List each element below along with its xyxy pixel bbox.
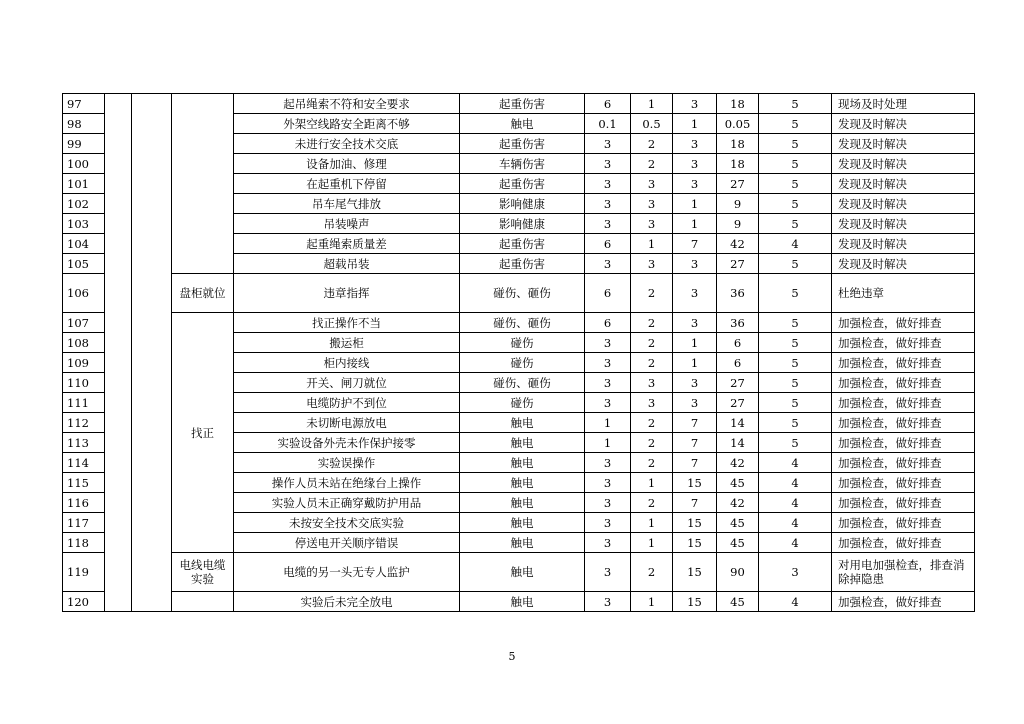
step-cell bbox=[172, 592, 234, 612]
accident-type-cell: 影响健康 bbox=[460, 194, 585, 214]
likelihood-cell: 3 bbox=[585, 333, 631, 353]
row-number-cell: 110 bbox=[63, 373, 105, 393]
risk-score-cell: 9 bbox=[717, 194, 759, 214]
control-measure-cell: 加强检查，做好排查 bbox=[832, 373, 975, 393]
table-row bbox=[63, 274, 975, 313]
risk-level-cell: 4 bbox=[759, 592, 832, 612]
control-measure-cell: 杜绝违章 bbox=[832, 274, 975, 313]
accident-type-cell: 触电 bbox=[460, 533, 585, 553]
control-measure-cell: 发现及时解决 bbox=[832, 154, 975, 174]
risk-level-cell: 5 bbox=[759, 274, 832, 313]
likelihood-cell: 3 bbox=[585, 592, 631, 612]
consequence-cell: 1 bbox=[673, 114, 717, 134]
risk-score-cell: 9 bbox=[717, 214, 759, 234]
hazard-cell: 实验设备外壳未作保护接零 bbox=[234, 433, 460, 453]
likelihood-cell: 3 bbox=[585, 214, 631, 234]
likelihood-cell: 3 bbox=[585, 473, 631, 493]
exposure-cell: 3 bbox=[631, 174, 673, 194]
control-measure-cell: 加强检查，做好排查 bbox=[832, 393, 975, 413]
exposure-cell: 1 bbox=[631, 473, 673, 493]
consequence-cell: 3 bbox=[673, 254, 717, 274]
risk-score-cell: 27 bbox=[717, 373, 759, 393]
control-measure-cell: 现场及时处理 bbox=[832, 94, 975, 114]
exposure-cell: 3 bbox=[631, 373, 673, 393]
hazard-cell: 在起重机下停留 bbox=[234, 174, 460, 194]
consequence-cell: 1 bbox=[673, 194, 717, 214]
risk-score-cell: 42 bbox=[717, 453, 759, 473]
consequence-cell: 7 bbox=[673, 234, 717, 254]
accident-type-cell: 起重伤害 bbox=[460, 174, 585, 194]
exposure-cell: 1 bbox=[631, 234, 673, 254]
accident-type-cell: 触电 bbox=[460, 493, 585, 513]
risk-level-cell: 5 bbox=[759, 134, 832, 154]
likelihood-cell: 3 bbox=[585, 154, 631, 174]
row-number-cell: 99 bbox=[63, 134, 105, 154]
consequence-cell: 7 bbox=[673, 453, 717, 473]
likelihood-cell: 3 bbox=[585, 553, 631, 592]
control-measure-cell: 发现及时解决 bbox=[832, 214, 975, 234]
exposure-cell: 2 bbox=[631, 413, 673, 433]
risk-level-cell: 5 bbox=[759, 353, 832, 373]
step-alignment: 找正 bbox=[172, 313, 234, 553]
exposure-cell: 3 bbox=[631, 214, 673, 234]
row-number-cell: 98 bbox=[63, 114, 105, 134]
consequence-cell: 3 bbox=[673, 274, 717, 313]
risk-score-cell: 14 bbox=[717, 413, 759, 433]
likelihood-cell: 3 bbox=[585, 493, 631, 513]
control-measure-cell: 加强检查，做好排查 bbox=[832, 333, 975, 353]
likelihood-cell: 1 bbox=[585, 433, 631, 453]
control-measure-cell: 加强检查，做好排查 bbox=[832, 592, 975, 612]
likelihood-cell: 3 bbox=[585, 453, 631, 473]
risk-level-cell: 5 bbox=[759, 333, 832, 353]
risk-score-cell: 18 bbox=[717, 154, 759, 174]
control-measure-cell: 对用电加强检查，排查消除掉隐患 bbox=[832, 553, 975, 592]
consequence-cell: 7 bbox=[673, 433, 717, 453]
risk-level-cell: 5 bbox=[759, 373, 832, 393]
row-number-cell: 117 bbox=[63, 513, 105, 533]
risk-score-cell: 36 bbox=[717, 313, 759, 333]
risk-level-cell: 5 bbox=[759, 174, 832, 194]
risk-level-cell: 5 bbox=[759, 413, 832, 433]
category-cell bbox=[105, 94, 132, 612]
row-number-cell: 107 bbox=[63, 313, 105, 333]
accident-type-cell: 起重伤害 bbox=[460, 134, 585, 154]
risk-level-cell: 5 bbox=[759, 393, 832, 413]
risk-score-cell: 14 bbox=[717, 433, 759, 453]
exposure-cell: 2 bbox=[631, 154, 673, 174]
hazard-cell: 停送电开关顺序错误 bbox=[234, 533, 460, 553]
hazard-cell: 起重绳索质量差 bbox=[234, 234, 460, 254]
exposure-cell: 1 bbox=[631, 94, 673, 114]
consequence-cell: 15 bbox=[673, 533, 717, 553]
accident-type-cell: 碰伤 bbox=[460, 393, 585, 413]
exposure-cell: 2 bbox=[631, 313, 673, 333]
likelihood-cell: 6 bbox=[585, 94, 631, 114]
accident-type-cell: 触电 bbox=[460, 114, 585, 134]
risk-score-cell: 18 bbox=[717, 134, 759, 154]
accident-type-cell: 触电 bbox=[460, 473, 585, 493]
table-row bbox=[63, 553, 975, 592]
exposure-cell: 3 bbox=[631, 194, 673, 214]
risk-level-cell: 5 bbox=[759, 154, 832, 174]
accident-type-cell: 触电 bbox=[460, 513, 585, 533]
risk-level-cell: 5 bbox=[759, 313, 832, 333]
page-number: 5 bbox=[508, 650, 516, 663]
risk-score-cell: 0.05 bbox=[717, 114, 759, 134]
accident-type-cell: 起重伤害 bbox=[460, 254, 585, 274]
consequence-cell: 3 bbox=[673, 94, 717, 114]
risk-level-cell: 5 bbox=[759, 433, 832, 453]
risk-score-cell: 27 bbox=[717, 254, 759, 274]
risk-score-cell: 45 bbox=[717, 513, 759, 533]
table-row bbox=[63, 592, 975, 612]
row-number-cell: 97 bbox=[63, 94, 105, 114]
risk-level-cell: 5 bbox=[759, 194, 832, 214]
risk-level-cell: 4 bbox=[759, 533, 832, 553]
hazard-cell: 柜内接线 bbox=[234, 353, 460, 373]
exposure-cell: 2 bbox=[631, 134, 673, 154]
row-number-cell: 116 bbox=[63, 493, 105, 513]
risk-score-cell: 18 bbox=[717, 94, 759, 114]
accident-type-cell: 影响健康 bbox=[460, 214, 585, 234]
likelihood-cell: 3 bbox=[585, 194, 631, 214]
control-measure-cell: 发现及时解决 bbox=[832, 174, 975, 194]
hazard-cell: 实验误操作 bbox=[234, 453, 460, 473]
consequence-cell: 7 bbox=[673, 493, 717, 513]
control-measure-cell: 发现及时解决 bbox=[832, 254, 975, 274]
step-cabinet-placement: 盘柜就位 bbox=[172, 274, 234, 313]
hazard-cell: 吊车尾气排放 bbox=[234, 194, 460, 214]
hazard-cell: 未进行安全技术交底 bbox=[234, 134, 460, 154]
consequence-cell: 1 bbox=[673, 333, 717, 353]
likelihood-cell: 3 bbox=[585, 174, 631, 194]
control-measure-cell: 加强检查，做好排查 bbox=[832, 453, 975, 473]
accident-type-cell: 碰伤、砸伤 bbox=[460, 274, 585, 313]
risk-level-cell: 4 bbox=[759, 513, 832, 533]
row-number-cell: 109 bbox=[63, 353, 105, 373]
hazard-cell: 未切断电源放电 bbox=[234, 413, 460, 433]
risk-level-cell: 5 bbox=[759, 114, 832, 134]
accident-type-cell: 碰伤 bbox=[460, 333, 585, 353]
accident-type-cell: 触电 bbox=[460, 553, 585, 592]
consequence-cell: 15 bbox=[673, 553, 717, 592]
consequence-cell: 1 bbox=[673, 214, 717, 234]
exposure-cell: 2 bbox=[631, 333, 673, 353]
consequence-cell: 1 bbox=[673, 353, 717, 373]
risk-assessment-table bbox=[62, 93, 975, 612]
exposure-cell: 2 bbox=[631, 493, 673, 513]
consequence-cell: 3 bbox=[673, 134, 717, 154]
hazard-cell: 超载吊装 bbox=[234, 254, 460, 274]
risk-level-cell: 4 bbox=[759, 234, 832, 254]
accident-type-cell: 碰伤、砸伤 bbox=[460, 313, 585, 333]
row-number-cell: 111 bbox=[63, 393, 105, 413]
consequence-cell: 15 bbox=[673, 513, 717, 533]
control-measure-cell: 加强检查，做好排查 bbox=[832, 513, 975, 533]
accident-type-cell: 起重伤害 bbox=[460, 234, 585, 254]
exposure-cell: 1 bbox=[631, 513, 673, 533]
row-number-cell: 101 bbox=[63, 174, 105, 194]
risk-score-cell: 27 bbox=[717, 393, 759, 413]
likelihood-cell: 0.1 bbox=[585, 114, 631, 134]
control-measure-cell: 加强检查，做好排查 bbox=[832, 473, 975, 493]
exposure-cell: 2 bbox=[631, 433, 673, 453]
exposure-cell: 1 bbox=[631, 592, 673, 612]
likelihood-cell: 1 bbox=[585, 413, 631, 433]
exposure-cell: 2 bbox=[631, 553, 673, 592]
hazard-cell: 电缆防护不到位 bbox=[234, 393, 460, 413]
row-number-cell: 102 bbox=[63, 194, 105, 214]
likelihood-cell: 6 bbox=[585, 274, 631, 313]
exposure-cell: 2 bbox=[631, 274, 673, 313]
control-measure-cell: 发现及时解决 bbox=[832, 134, 975, 154]
risk-level-cell: 4 bbox=[759, 473, 832, 493]
likelihood-cell: 3 bbox=[585, 533, 631, 553]
risk-level-cell: 3 bbox=[759, 553, 832, 592]
row-number-cell: 120 bbox=[63, 592, 105, 612]
consequence-cell: 7 bbox=[673, 413, 717, 433]
row-number-cell: 106 bbox=[63, 274, 105, 313]
risk-score-cell: 45 bbox=[717, 473, 759, 493]
accident-type-cell: 起重伤害 bbox=[460, 94, 585, 114]
hazard-cell: 实验后未完全放电 bbox=[234, 592, 460, 612]
row-number-cell: 108 bbox=[63, 333, 105, 353]
likelihood-cell: 6 bbox=[585, 313, 631, 333]
likelihood-cell: 3 bbox=[585, 134, 631, 154]
accident-type-cell: 碰伤、砸伤 bbox=[460, 373, 585, 393]
likelihood-cell: 3 bbox=[585, 353, 631, 373]
consequence-cell: 15 bbox=[673, 473, 717, 493]
control-measure-cell: 发现及时解决 bbox=[832, 234, 975, 254]
accident-type-cell: 触电 bbox=[460, 433, 585, 453]
table-row bbox=[63, 313, 975, 333]
hazard-cell: 起吊绳索不符和安全要求 bbox=[234, 94, 460, 114]
hazard-cell: 违章指挥 bbox=[234, 274, 460, 313]
hazard-cell: 开关、闸刀就位 bbox=[234, 373, 460, 393]
risk-score-cell: 90 bbox=[717, 553, 759, 592]
row-number-cell: 103 bbox=[63, 214, 105, 234]
likelihood-cell: 3 bbox=[585, 393, 631, 413]
risk-level-cell: 5 bbox=[759, 214, 832, 234]
row-number-cell: 118 bbox=[63, 533, 105, 553]
consequence-cell: 3 bbox=[673, 313, 717, 333]
row-number-cell: 100 bbox=[63, 154, 105, 174]
consequence-cell: 3 bbox=[673, 373, 717, 393]
row-number-cell: 112 bbox=[63, 413, 105, 433]
hazard-cell: 操作人员未站在绝缘台上操作 bbox=[234, 473, 460, 493]
step-cable-test: 电线电缆实验 bbox=[172, 553, 234, 592]
risk-level-cell: 5 bbox=[759, 254, 832, 274]
hazard-cell: 找正操作不当 bbox=[234, 313, 460, 333]
consequence-cell: 3 bbox=[673, 393, 717, 413]
subcategory-cell bbox=[132, 94, 172, 612]
row-number-cell: 114 bbox=[63, 453, 105, 473]
hazard-cell: 电缆的另一头无专人监护 bbox=[234, 553, 460, 592]
row-number-cell: 113 bbox=[63, 433, 105, 453]
likelihood-cell: 3 bbox=[585, 513, 631, 533]
hazard-cell: 外架空线路安全距离不够 bbox=[234, 114, 460, 134]
consequence-cell: 3 bbox=[673, 154, 717, 174]
consequence-cell: 15 bbox=[673, 592, 717, 612]
risk-score-cell: 27 bbox=[717, 174, 759, 194]
control-measure-cell: 加强检查，做好排查 bbox=[832, 533, 975, 553]
risk-score-cell: 45 bbox=[717, 533, 759, 553]
exposure-cell: 3 bbox=[631, 393, 673, 413]
risk-level-cell: 4 bbox=[759, 493, 832, 513]
table-body bbox=[63, 94, 975, 612]
control-measure-cell: 发现及时解决 bbox=[832, 114, 975, 134]
row-number-cell: 115 bbox=[63, 473, 105, 493]
risk-score-cell: 6 bbox=[717, 353, 759, 373]
table-row bbox=[63, 94, 975, 114]
consequence-cell: 3 bbox=[673, 174, 717, 194]
risk-score-cell: 42 bbox=[717, 234, 759, 254]
control-measure-cell: 加强检查，做好排查 bbox=[832, 353, 975, 373]
exposure-cell: 0.5 bbox=[631, 114, 673, 134]
accident-type-cell: 车辆伤害 bbox=[460, 154, 585, 174]
accident-type-cell: 触电 bbox=[460, 413, 585, 433]
control-measure-cell: 加强检查，做好排查 bbox=[832, 313, 975, 333]
control-measure-cell: 加强检查，做好排查 bbox=[832, 433, 975, 453]
risk-level-cell: 4 bbox=[759, 453, 832, 473]
risk-score-cell: 42 bbox=[717, 493, 759, 513]
row-number-cell: 119 bbox=[63, 553, 105, 592]
risk-score-cell: 45 bbox=[717, 592, 759, 612]
exposure-cell: 3 bbox=[631, 254, 673, 274]
row-number-cell: 105 bbox=[63, 254, 105, 274]
accident-type-cell: 触电 bbox=[460, 453, 585, 473]
hazard-cell: 吊装噪声 bbox=[234, 214, 460, 234]
accident-type-cell: 碰伤 bbox=[460, 353, 585, 373]
likelihood-cell: 6 bbox=[585, 234, 631, 254]
row-number-cell: 104 bbox=[63, 234, 105, 254]
hazard-cell: 设备加油、修理 bbox=[234, 154, 460, 174]
risk-score-cell: 6 bbox=[717, 333, 759, 353]
likelihood-cell: 3 bbox=[585, 254, 631, 274]
hazard-cell: 实验人员未正确穿戴防护用品 bbox=[234, 493, 460, 513]
lifting-step-cell bbox=[172, 94, 234, 274]
accident-type-cell: 触电 bbox=[460, 592, 585, 612]
control-measure-cell: 加强检查，做好排查 bbox=[832, 493, 975, 513]
exposure-cell: 2 bbox=[631, 453, 673, 473]
control-measure-cell: 发现及时解决 bbox=[832, 194, 975, 214]
hazard-cell: 搬运柜 bbox=[234, 333, 460, 353]
exposure-cell: 2 bbox=[631, 353, 673, 373]
hazard-cell: 未按安全技术交底实验 bbox=[234, 513, 460, 533]
control-measure-cell: 加强检查，做好排查 bbox=[832, 413, 975, 433]
risk-level-cell: 5 bbox=[759, 94, 832, 114]
exposure-cell: 1 bbox=[631, 533, 673, 553]
likelihood-cell: 3 bbox=[585, 373, 631, 393]
risk-score-cell: 36 bbox=[717, 274, 759, 313]
